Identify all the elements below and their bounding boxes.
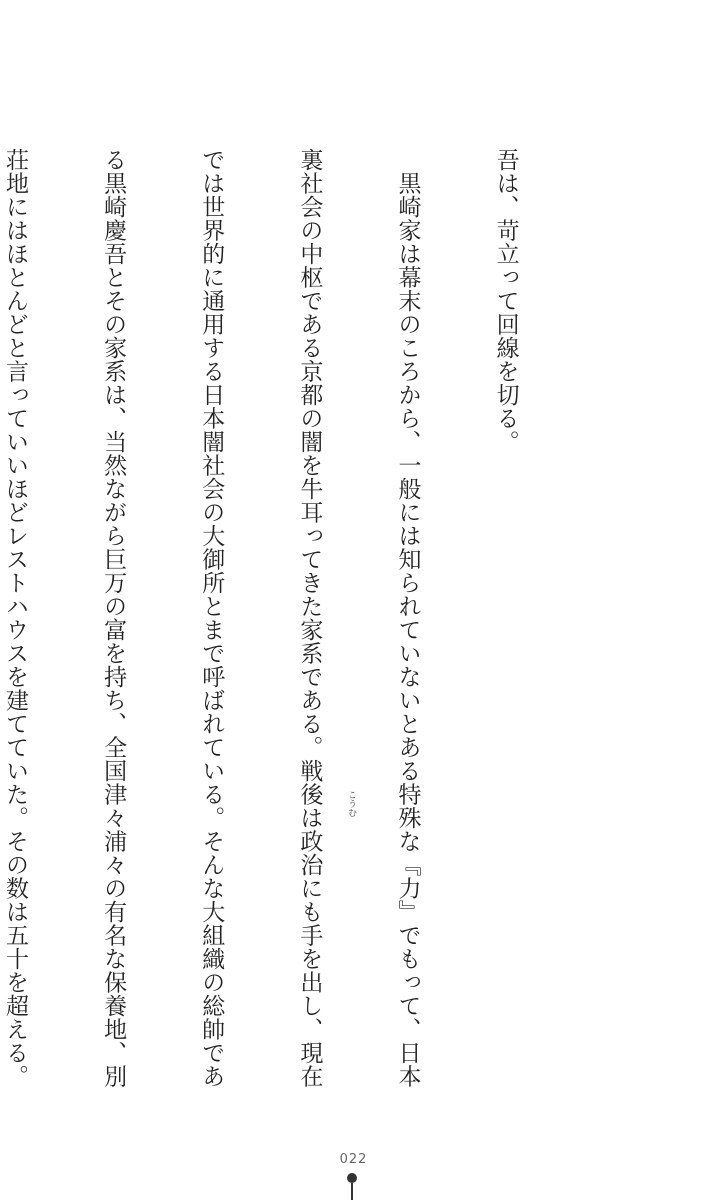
text-line-4: では世界的に通用する日本闇社会の大御所とまで呼ばれている。そんな大組織の総帥であ (198, 148, 225, 1088)
text-line-3: 裏社会の中枢である京都の闇を牛耳ってきた家系である。戦後は政治にも手を出し、現在 (296, 148, 323, 1088)
page-marker-dot (347, 1173, 357, 1183)
text-line-6: 荘地にはほとんどと言っていいほどレストハウスを建てていた。その数は五十を超える。 (2, 148, 29, 1088)
text-line-2: 黒崎家は幕末のころから、一般には知られていないとある特殊な『力』でもって、日本 (394, 148, 421, 1088)
body-text (0, 148, 587, 1088)
page-number: 022 (339, 1152, 368, 1167)
text-line-5: る黒崎慶吾とその家系は、当然ながら巨万の富を持ち、全国津々浦々の有名な保養地、別 (100, 148, 127, 1088)
furigana-ruby: こうむ (346, 790, 356, 817)
page-marker-line (351, 1183, 353, 1200)
text-line-1: 吾は、苛立って回線を切る。 (492, 148, 519, 454)
